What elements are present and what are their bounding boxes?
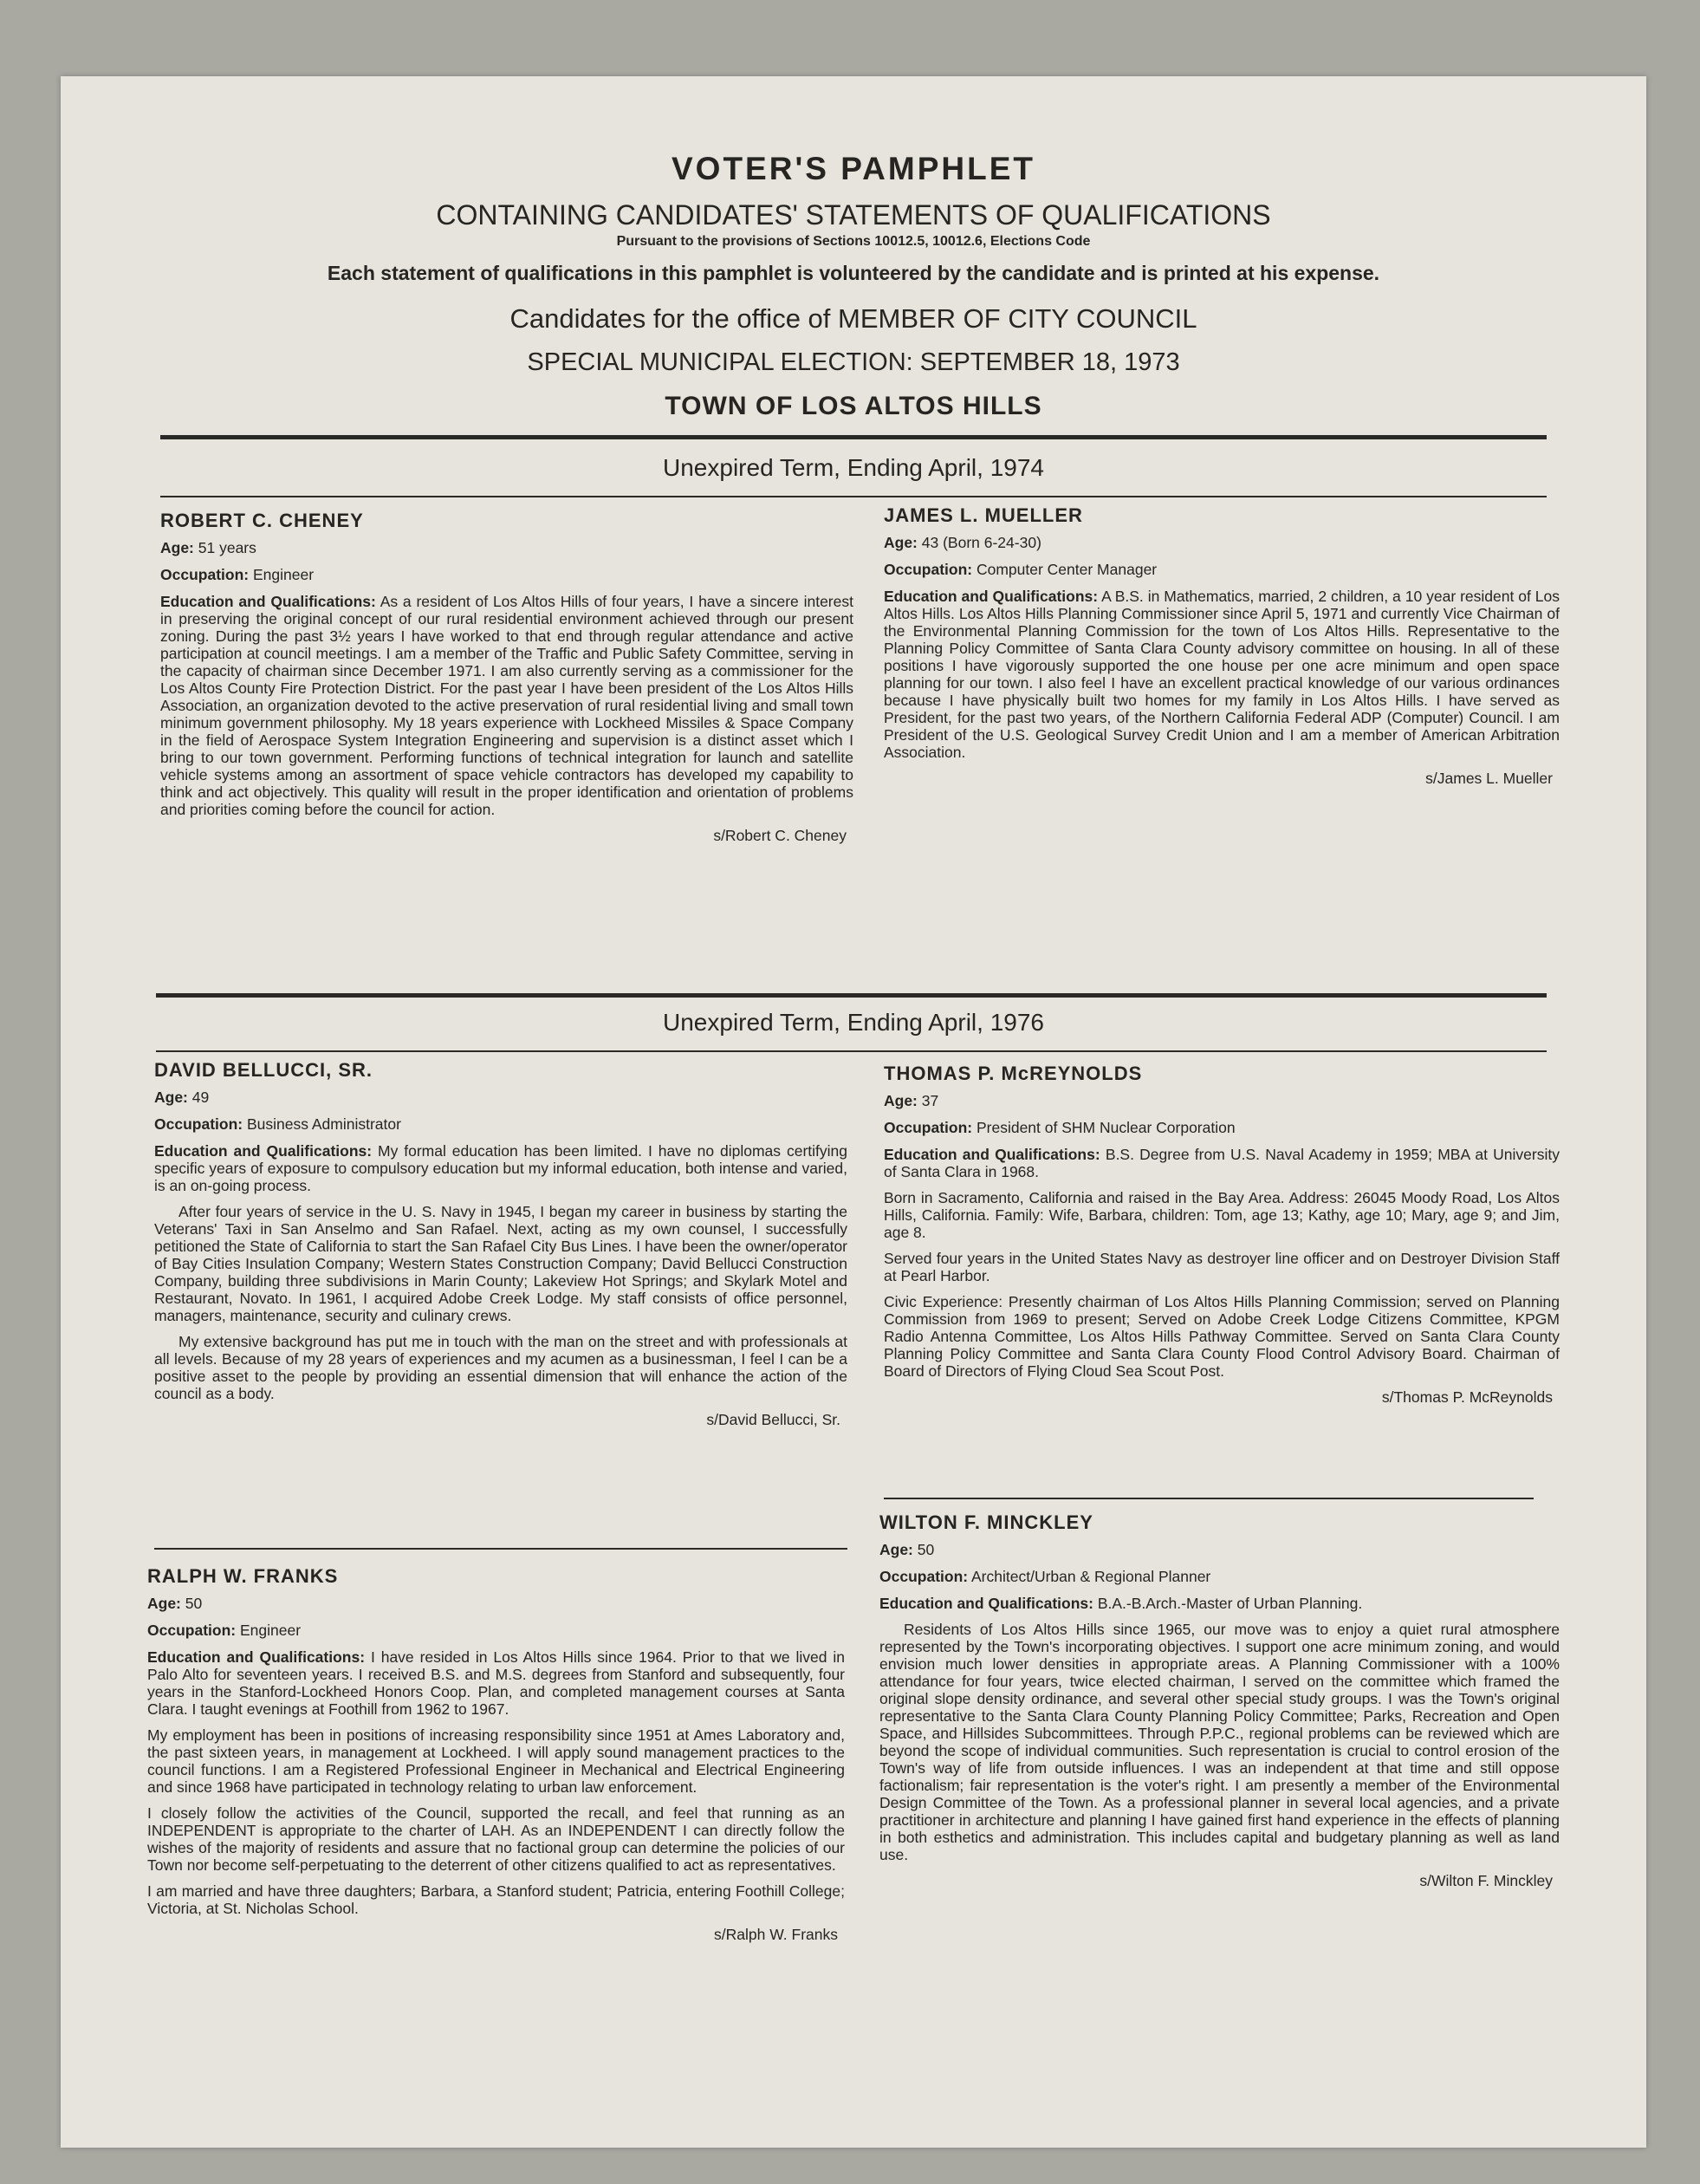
education-label: Education and Qualifications:	[154, 1142, 373, 1160]
age-value: 51 years	[198, 539, 256, 556]
age-value: 49	[191, 1089, 210, 1106]
age-label: Age:	[884, 1092, 918, 1109]
candidate-minckley	[879, 1511, 1560, 1890]
section-title-1976: Unexpired Term, Ending April, 1976	[663, 1009, 1044, 1036]
education-text: As a resident of Los Altos Hills of four years, I have a sincere interest in preserving the original concept of our rural residential environment achieved through our present zoning. During the past 3½ years I have worked to that end through regular attendance and active participation at council meetings. I am a member of the Traffic and Public Safety Committee, serving in the capacity of chairman since December 1971. I am also currently serving as a commissioner for the Los Altos County Fire Protection District. For the past year I have been president of the Los Altos Hills Association, an organization devoted to the active preservation of rural residential living and small town minimum government philosophy. My 18 years experience with Lockheed Missiles & Space Company in the field of Aerospace System Integration Engineering and supervision is a distinct asset which I bring to our town government. Performing functions of technical integration for launch and satellite vehicle systems among an assortment of space vehicle contractors has developed my capability to think and act objectively. This quality will result in the proper identification and orientation of problems and priorities coming before the council for action.	[160, 593, 853, 818]
section-rule-top-1976	[156, 993, 1547, 998]
statement-paragraph-2: After four years of service in the U. S. Navy in 1945, I began my career in business by starting the Veterans' Taxi in San Anselmo and San Rafael. Next, acting as my own counsel, I successfully petitioned the State of California to start the San Rafael City Bus Lines. I have been the owner/operator of Bay Cities Insulation Company; Western States Construction Company; David Bellucci Construction Company, building three subdivisions in Marin County; Lakeview Hot Springs; and Skylark Motel and Restaurant, Novato. In 1961, I acquired Adobe Creek Lodge. My staff consists of office personnel, managers, maintenance, security and culinary crews.	[154, 1203, 847, 1324]
statement-paragraph-3: Served four years in the United States Navy as destroyer line officer and on Destroyer Division Staff at Pearl Harbor.	[884, 1250, 1560, 1284]
candidate-cheney	[160, 510, 853, 845]
candidate-occupation	[147, 1622, 845, 1640]
town-name: TOWN OF LOS ALTOS HILLS	[665, 392, 1042, 420]
education-text: B.A.-B.Arch.-Master of Urban Planning.	[1097, 1595, 1363, 1612]
occupation-label: Occupation:	[884, 1119, 973, 1136]
office-line: Candidates for the office of MEMBER OF CITY COUNCIL	[509, 303, 1197, 334]
pamphlet-page	[61, 76, 1646, 2148]
candidate-occupation	[160, 566, 853, 584]
candidate-divider-right	[884, 1498, 1534, 1499]
education-text: B.S. Degree from U.S. Naval Academy in 1959; MBA at University of Santa Clara in 1968.	[884, 1146, 1560, 1180]
candidate-mueller	[884, 504, 1560, 788]
signature: s/David Bellucci, Sr.	[706, 1411, 840, 1428]
candidate-bellucci	[154, 1059, 847, 1429]
age-value: 37	[921, 1092, 939, 1109]
education-label: Education and Qualifications:	[879, 1595, 1093, 1612]
education-label: Education and Qualifications:	[884, 1146, 1100, 1163]
statement-paragraph-2: Residents of Los Altos Hills since 1965, our move was to enjoy a quiet rural atmosphere represented by the Town's incorporating objectives. I support one acre minimum zoning, and would envision much lower densities in appropriate areas. A Planning Commissioner with a 100% attendance for four years, twice elected chairman, I served on the committee which framed the original slope density ordinance, and several other special study groups. I was the Town's original representative to the Santa Clara County Planning Policy Committee; Parks, Recreation and Open Space, and Hillsides Subcommittees. Through P.P.C., regional problems can be reviewed which are beyond the scope of individual communities. Such representation is crucial to control erosion of the Town's way of life from outside influences. I was an independent at that time and still oppose factionalism; fair representation is the voter's right. I am presently a member of the Environmental Design Committee of the Town. As a professional planner in several local agencies, and a private practitioner in architecture and planning I have gained first hand experience in the effects of planning in both esthetics and administration. This includes capital and budgetary planning as well as land use.	[879, 1621, 1560, 1863]
candidate-occupation	[884, 1119, 1560, 1137]
statement-paragraph-4: Civic Experience: Presently chairman of Los Altos Hills Planning Commission; served on Planning Commission from 1969 to present; Served on Adobe Creek Lodge Citizens Committee, KPGM Radio Antenna Committee, Los Altos Hills Pathway Committee. Served on Santa Clara County Planning Policy Committee and Santa Clara County Flood Control Advisory Board. Chairman of Board of Directors of Flying Cloud Sea Scout Post.	[884, 1293, 1560, 1380]
pursuant-note: Pursuant to the provisions of Sections 10012.5, 10012.6, Elections Code	[616, 234, 1091, 249]
education-text: A B.S. in Mathematics, married, 2 children, a 10 year resident of Los Altos Hills. Los Altos Hills Planning Commissioner since April 5, 1971 and currently Vice Chairman of the Environmental Planning Commission for the town of Los Altos Hills. Representative to the Planning Policy Committee of Santa Clara County advisory committee on housing. In all of these positions I have vigorously supported the one house per one acre minimum and open space planning for our town. I also feel I have an excellent practical knowledge of our various ordinances because I have physically built two homes for my family in Los Altos Hills. I have served as President, for the past two years, of the Northern California Federal ADP (Computer) Council. I am President of the U.S. Geological Survey Credit Union and I am a member of American Arbitration Association.	[884, 588, 1560, 761]
section-rule-1974	[160, 496, 1547, 497]
age-label: Age:	[884, 534, 918, 551]
candidate-name: WILTON F. MINCKLEY	[879, 1511, 1093, 1533]
age-label: Age:	[879, 1541, 913, 1558]
statement-paragraph-4: I am married and have three daughters; Barbara, a Stanford student; Patricia, entering Foothill College; Victoria, at St. Nicholas School.	[147, 1882, 845, 1917]
education-paragraph	[147, 1648, 845, 1718]
age-label: Age:	[160, 539, 194, 556]
pamphlet-subtitle: CONTAINING CANDIDATES' STATEMENTS OF QUALIFICATIONS	[436, 199, 1271, 231]
candidate-age	[147, 1595, 845, 1613]
age-value: 43 (Born 6-24-30)	[921, 534, 1041, 551]
occupation-label: Occupation:	[879, 1568, 969, 1585]
occupation-value: Computer Center Manager	[976, 561, 1158, 578]
education-paragraph	[154, 1142, 847, 1194]
age-label: Age:	[147, 1595, 181, 1612]
signature: s/Ralph W. Franks	[714, 1926, 838, 1943]
candidate-name: THOMAS P. McREYNOLDS	[884, 1063, 1143, 1084]
candidate-name: JAMES L. MUELLER	[884, 504, 1083, 526]
candidate-age	[884, 1092, 1560, 1110]
occupation-label: Occupation:	[884, 561, 973, 578]
occupation-label: Occupation:	[154, 1115, 243, 1133]
statement-paragraph-3: My extensive background has put me in touch with the man on the street and with professionals at all levels. Because of my 28 years of experiences and my acumen as a businessman, I feel I can be a positive asset to the people by providing an essential dimension that will enhance the action of the council as a body.	[154, 1333, 847, 1402]
occupation-value: President of SHM Nuclear Corporation	[976, 1119, 1236, 1136]
occupation-label: Occupation:	[147, 1622, 237, 1639]
occupation-value: Engineer	[239, 1622, 302, 1639]
statement-paragraph-3: I closely follow the activities of the Council, supported the recall, and feel that running as an INDEPENDENT is appropriate to the charter of LAH. As an INDEPENDENT I can directly follow the wishes of the majority of residents and assure that no factional group can determine the policies of our Town nor become self-perpetuating to the deterrent of other citizens qualified to act as representatives.	[147, 1804, 845, 1874]
age-label: Age:	[154, 1089, 188, 1106]
candidate-name: DAVID BELLUCCI, SR.	[154, 1059, 373, 1081]
age-value: 50	[917, 1541, 935, 1558]
education-text: I have resided in Los Altos Hills since 1964. Prior to that we lived in Palo Alto for seventeen years. I received B.S. and M.S. degrees from Stanford and subsequently, four years in the Stanford-Lockheed Honors Coop. Plan, and completed management courses at Santa Clara. I taught evenings at Foothill from 1962 to 1967.	[147, 1648, 845, 1718]
candidate-name: RALPH W. FRANKS	[147, 1565, 339, 1587]
occupation-label: Occupation:	[160, 566, 250, 583]
signature: s/Robert C. Cheney	[713, 827, 847, 844]
header-rule	[160, 435, 1547, 439]
education-paragraph	[879, 1595, 1560, 1612]
section-title-1974: Unexpired Term, Ending April, 1974	[663, 454, 1044, 481]
education-label: Education and Qualifications:	[884, 588, 1099, 605]
election-line: SPECIAL MUNICIPAL ELECTION: SEPTEMBER 18, 1973	[527, 348, 1180, 376]
education-paragraph	[884, 588, 1560, 761]
signature: s/Wilton F. Minckley	[1419, 1872, 1553, 1889]
education-label: Education and Qualifications:	[147, 1648, 366, 1666]
occupation-value: Engineer	[252, 566, 315, 583]
candidate-age	[884, 534, 1560, 552]
candidate-age	[879, 1541, 1560, 1559]
candidate-occupation	[884, 561, 1560, 579]
occupation-value: Architect/Urban & Regional Planner	[971, 1568, 1211, 1585]
pamphlet-title: VOTER'S PAMPHLET	[672, 151, 1035, 186]
statement-paragraph-2: Born in Sacramento, California and raised in the Bay Area. Address: 26045 Moody Road, Los Altos Hills, California. Family: Wife, Barbara, children: Tom, age 13; Kathy, age 10; Mary, age 9; and Jim, age 8.	[884, 1189, 1560, 1241]
candidate-name: ROBERT C. CHENEY	[160, 510, 364, 531]
section-rule-1976	[156, 1050, 1547, 1052]
candidate-divider-left	[154, 1548, 847, 1550]
education-text: My formal education has been limited. I have no diplomas certifying specific years of exposure to compulsory education but my informal education, both intense and varied, is an on-going process.	[154, 1142, 847, 1194]
education-paragraph	[160, 593, 853, 818]
age-value: 50	[185, 1595, 203, 1612]
candidate-occupation	[154, 1115, 847, 1134]
signature: s/James L. Mueller	[1425, 770, 1553, 787]
candidate-franks	[147, 1565, 845, 1944]
signature: s/Thomas P. McReynolds	[1381, 1388, 1553, 1406]
education-paragraph	[884, 1146, 1560, 1180]
candidate-age	[160, 539, 853, 557]
expense-note: Each statement of qualifications in this pamphlet is volunteered by the candidate and is printed at his expense.	[327, 262, 1380, 284]
candidate-age	[154, 1089, 847, 1107]
education-label: Education and Qualifications:	[160, 593, 376, 610]
candidate-occupation	[879, 1568, 1560, 1586]
candidate-mcreynolds	[884, 1063, 1560, 1407]
statement-paragraph-2: My employment has been in positions of increasing responsibility since 1951 at Ames Laboratory and, the past sixteen years, in management at Lockheed. I will apply sound management practices to the council functions. I am a Registered Professional Engineer in Mechanical and Electrical Engineering and since 1968 have participated in technology relating to urban law enforcement.	[147, 1726, 845, 1796]
occupation-value: Business Administrator	[246, 1115, 401, 1133]
